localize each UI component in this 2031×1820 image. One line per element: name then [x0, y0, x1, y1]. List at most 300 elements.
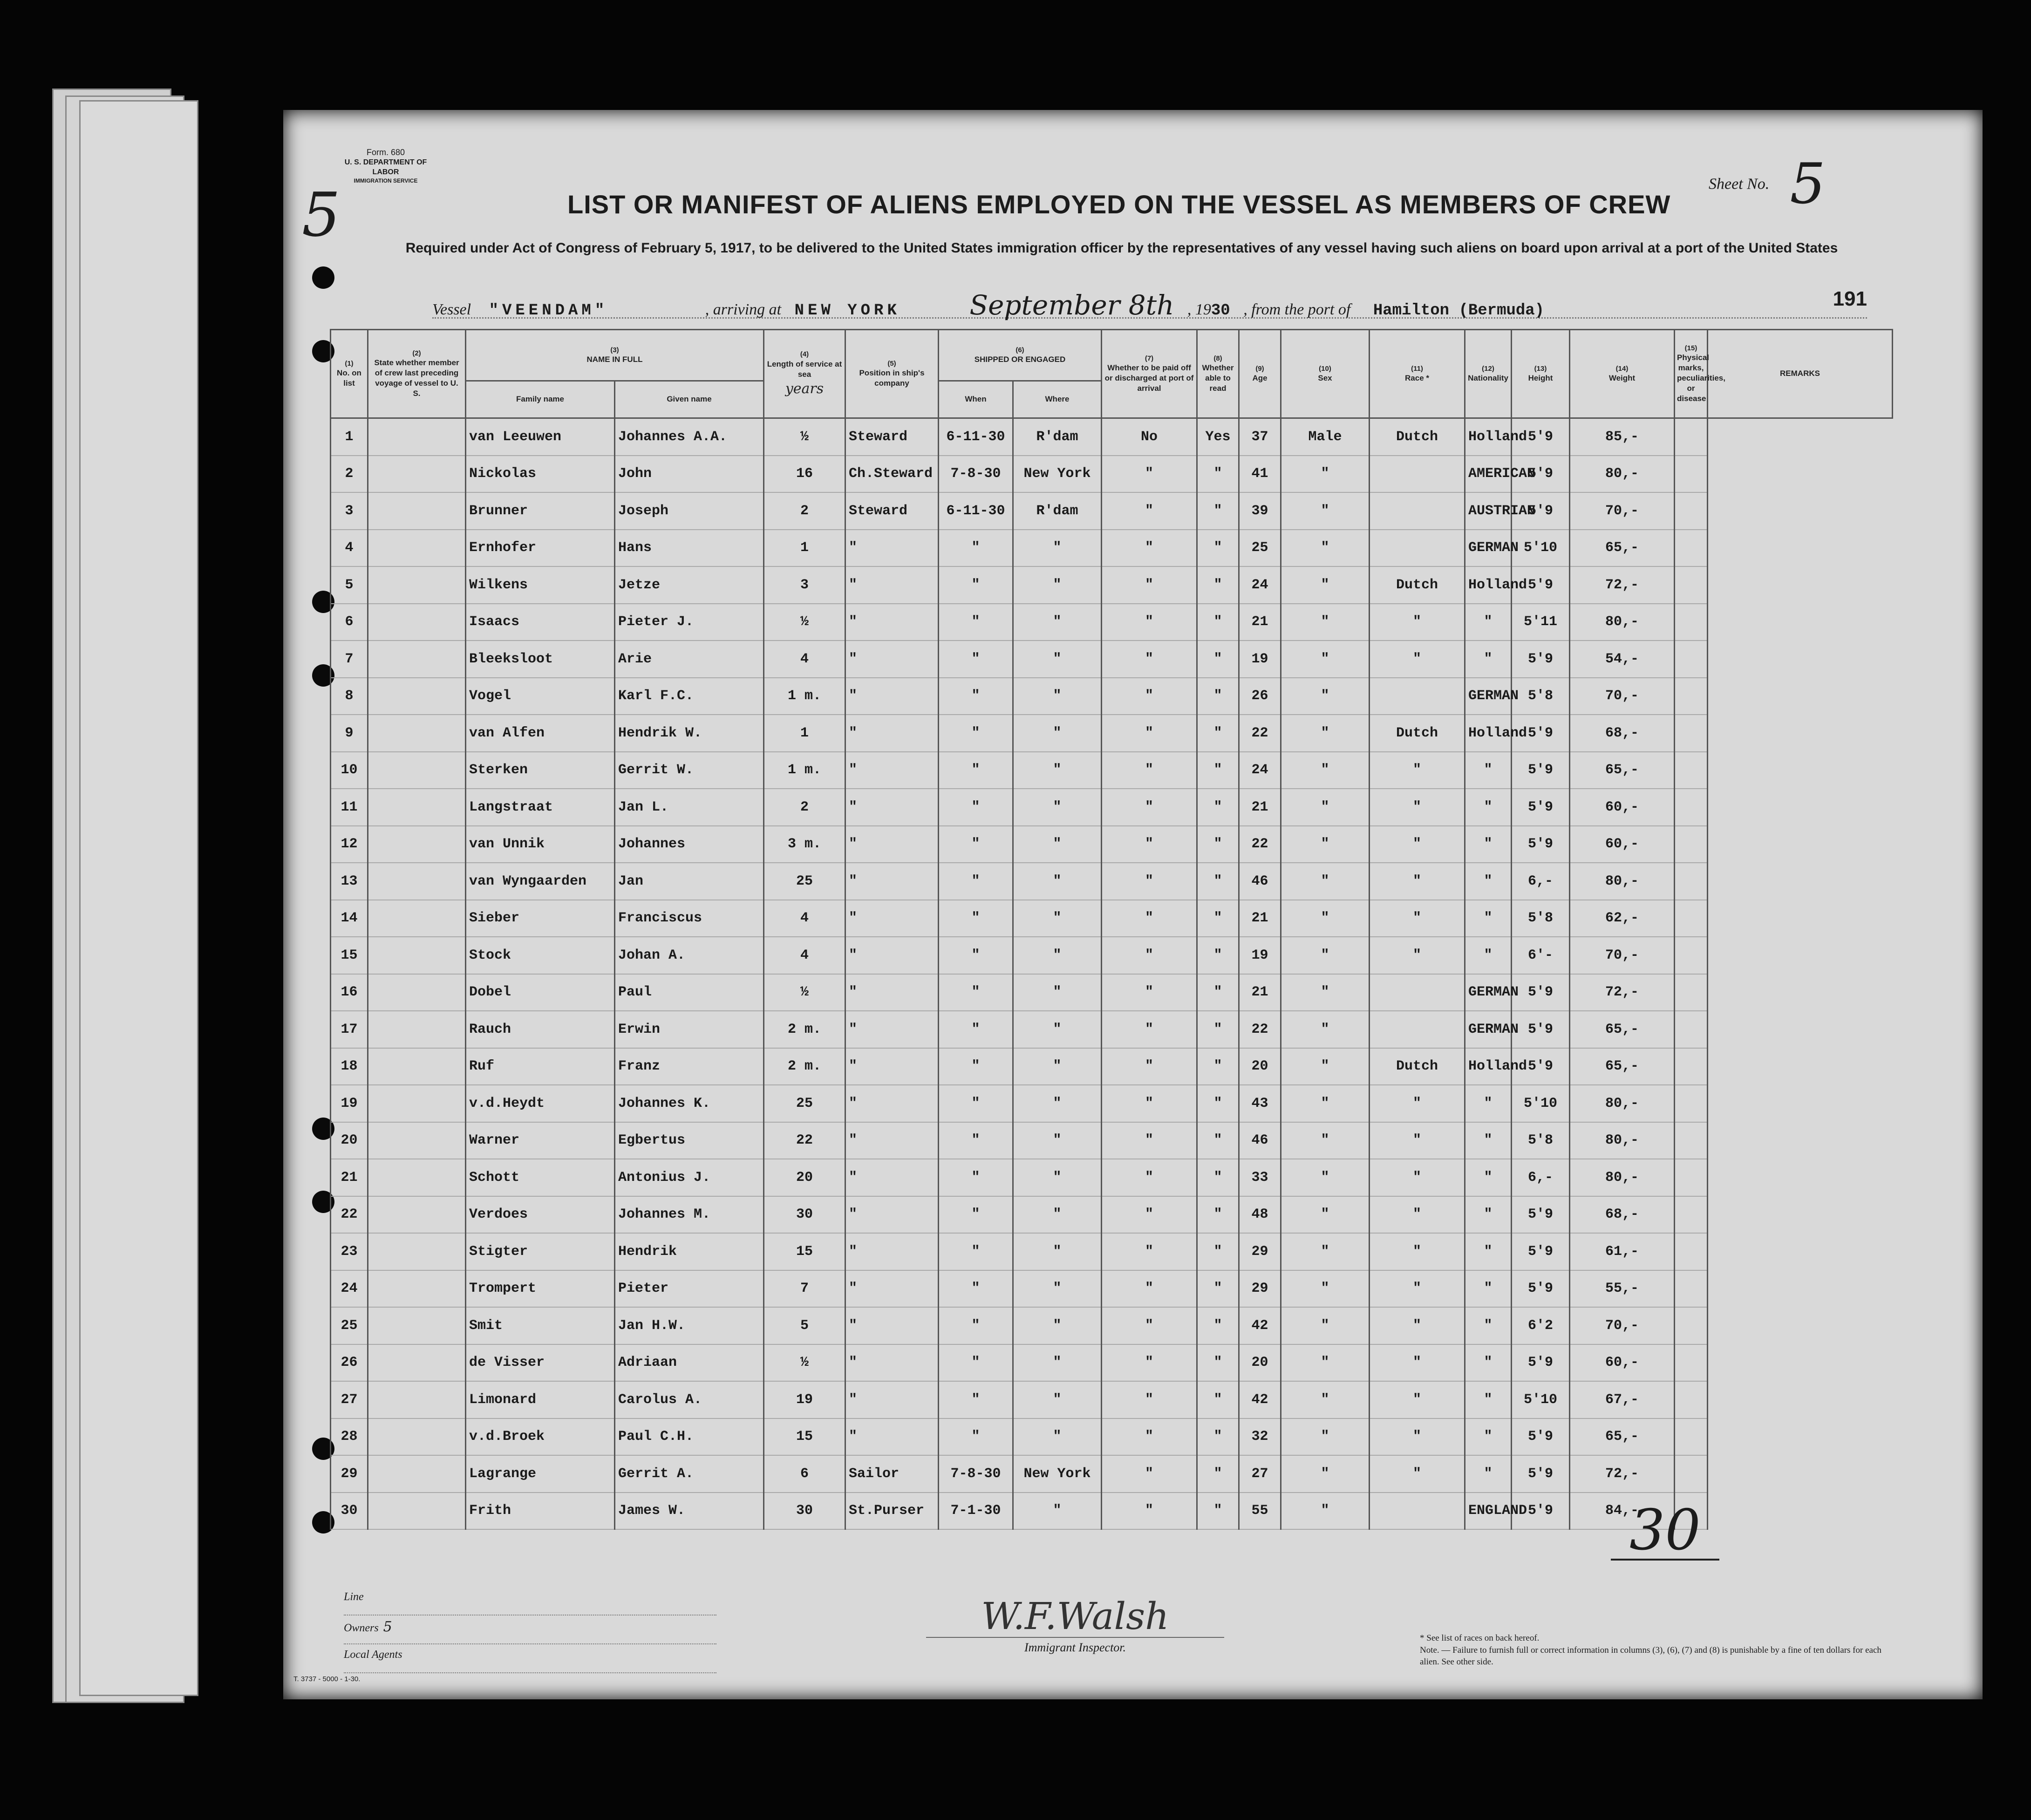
row-position: " [845, 641, 939, 678]
row-height: 5'9 [1512, 641, 1570, 678]
row-age: 39 [1239, 492, 1281, 530]
row-read: " [1197, 1048, 1239, 1085]
row-service: ½ [764, 974, 845, 1011]
row-shipped-where: " [1013, 1307, 1102, 1344]
row-given-name: Arie [615, 641, 764, 678]
table-row [331, 1048, 1893, 1085]
row-number: 4 [331, 530, 368, 567]
row-read: " [1197, 1307, 1239, 1344]
table-row [331, 1196, 1893, 1234]
sheet-value: 5 [1790, 152, 1826, 217]
row-remarks [1675, 752, 1708, 789]
row-height: 5'9 [1512, 974, 1570, 1011]
row-previous-voyage [368, 418, 466, 456]
row-read: " [1197, 1344, 1239, 1382]
row-family-name: Vogel [466, 678, 615, 715]
row-remarks [1675, 1344, 1708, 1382]
row-shipped-where: " [1013, 1344, 1102, 1382]
col-header-physical-marks: (15) Physical marks, peculiarities, or disease [1675, 330, 1708, 418]
row-number: 22 [331, 1196, 368, 1234]
row-read: " [1197, 456, 1239, 493]
table-row [331, 974, 1893, 1011]
year-prefix: , 19 [1187, 301, 1211, 318]
row-remarks [1675, 1011, 1708, 1048]
row-previous-voyage [368, 752, 466, 789]
row-position: " [845, 1381, 939, 1418]
row-weight: 80,- [1570, 1122, 1675, 1159]
row-paid-off: No [1102, 418, 1197, 456]
row-remarks [1675, 1307, 1708, 1344]
row-age: 27 [1239, 1455, 1281, 1493]
row-previous-voyage [368, 1307, 466, 1344]
row-shipped-where: " [1013, 530, 1102, 567]
row-paid-off: " [1102, 566, 1197, 604]
row-given-name: Erwin [615, 1011, 764, 1048]
row-service: 15 [764, 1233, 845, 1270]
row-position: " [845, 1344, 939, 1382]
row-shipped-when: " [939, 1122, 1013, 1159]
page-stack-front [79, 100, 198, 1696]
row-weight: 68,- [1570, 715, 1675, 752]
row-previous-voyage [368, 678, 466, 715]
row-service: 1 m. [764, 752, 845, 789]
row-shipped-when: " [939, 1307, 1013, 1344]
vessel-name: "VEENDAM" [489, 302, 608, 320]
row-position: " [845, 530, 939, 567]
row-shipped-when: 6-11-30 [939, 418, 1013, 456]
table-row [331, 604, 1893, 641]
table-row [331, 715, 1893, 752]
row-family-name: van Leeuwen [466, 418, 615, 456]
row-shipped-where: " [1013, 752, 1102, 789]
row-race: " [1370, 826, 1465, 863]
row-age: 21 [1239, 789, 1281, 826]
row-position: " [845, 1233, 939, 1270]
row-age: 32 [1239, 1418, 1281, 1456]
row-service: ½ [764, 418, 845, 456]
row-position: " [845, 789, 939, 826]
row-given-name: Pieter J. [615, 604, 764, 641]
row-sex: " [1281, 1270, 1370, 1308]
row-remarks [1675, 863, 1708, 900]
row-family-name: Limonard [466, 1381, 615, 1418]
row-race: " [1370, 1196, 1465, 1234]
row-age: 26 [1239, 678, 1281, 715]
row-paid-off: " [1102, 826, 1197, 863]
row-shipped-where: " [1013, 1381, 1102, 1418]
row-height: 5'8 [1512, 678, 1570, 715]
row-sex: " [1281, 1122, 1370, 1159]
row-remarks [1675, 1418, 1708, 1456]
row-position: " [845, 1307, 939, 1344]
row-read: Yes [1197, 418, 1239, 456]
row-paid-off: " [1102, 1381, 1197, 1418]
row-paid-off: " [1102, 1344, 1197, 1382]
footer-note-penalty: Note. — Failure to furnish full or correct information in columns (3), (6), (7) and (8) is punishable by a fine of ten dollars for each alien. See other side. [1420, 1645, 1881, 1667]
row-previous-voyage [368, 1381, 466, 1418]
row-shipped-where: " [1013, 1196, 1102, 1234]
col-header-given-name: Given name [615, 381, 764, 418]
row-sex: " [1281, 1381, 1370, 1418]
row-age: 41 [1239, 456, 1281, 493]
row-height: 5'9 [1512, 418, 1570, 456]
row-position: " [845, 715, 939, 752]
row-family-name: Isaacs [466, 604, 615, 641]
row-shipped-when: " [939, 530, 1013, 567]
row-number: 17 [331, 1011, 368, 1048]
row-age: 22 [1239, 826, 1281, 863]
row-position: " [845, 678, 939, 715]
row-shipped-where: New York [1013, 456, 1102, 493]
row-shipped-where: " [1013, 974, 1102, 1011]
row-age: 48 [1239, 1196, 1281, 1234]
footer-left [344, 1591, 716, 1673]
row-paid-off: " [1102, 1307, 1197, 1344]
row-age: 21 [1239, 604, 1281, 641]
row-shipped-when: " [939, 900, 1013, 937]
row-given-name: Antonius J. [615, 1159, 764, 1196]
row-race: " [1370, 1233, 1465, 1270]
row-race [1370, 492, 1465, 530]
row-paid-off: " [1102, 974, 1197, 1011]
row-paid-off: " [1102, 1270, 1197, 1308]
row-remarks [1675, 937, 1708, 974]
row-previous-voyage [368, 1418, 466, 1456]
row-number: 29 [331, 1455, 368, 1493]
row-number: 20 [331, 1122, 368, 1159]
row-service: 2 [764, 492, 845, 530]
row-nationality: " [1465, 1233, 1512, 1270]
row-read: " [1197, 1270, 1239, 1308]
row-number: 12 [331, 826, 368, 863]
row-shipped-where: " [1013, 604, 1102, 641]
row-race: " [1370, 937, 1465, 974]
footer-notes [1420, 1632, 1886, 1668]
row-nationality: Holland [1465, 566, 1512, 604]
table-row [331, 1085, 1893, 1122]
row-service: 30 [764, 1493, 845, 1530]
row-weight: 72,- [1570, 566, 1675, 604]
row-shipped-where: " [1013, 1270, 1102, 1308]
row-given-name: Jan H.W. [615, 1307, 764, 1344]
row-number: 3 [331, 492, 368, 530]
row-sex: " [1281, 715, 1370, 752]
row-paid-off: " [1102, 789, 1197, 826]
row-weight: 80,- [1570, 863, 1675, 900]
row-shipped-where: " [1013, 789, 1102, 826]
row-family-name: Stock [466, 937, 615, 974]
row-height: 5'9 [1512, 789, 1570, 826]
row-height: 6'- [1512, 937, 1570, 974]
row-given-name: Franz [615, 1048, 764, 1085]
row-family-name: van Alfen [466, 715, 615, 752]
row-height: 5'9 [1512, 566, 1570, 604]
row-remarks [1675, 566, 1708, 604]
row-position: " [845, 974, 939, 1011]
row-race: " [1370, 1122, 1465, 1159]
row-race: " [1370, 1159, 1465, 1196]
row-service: 4 [764, 641, 845, 678]
row-service: 16 [764, 456, 845, 493]
row-shipped-when: " [939, 1011, 1013, 1048]
col-header-age: (9) Age [1239, 330, 1281, 418]
row-sex: " [1281, 789, 1370, 826]
inspector-signature: W.F.Walsh [926, 1596, 1224, 1638]
row-service: 6 [764, 1455, 845, 1493]
col-header-when: When [939, 381, 1013, 418]
row-remarks [1675, 456, 1708, 493]
row-sex: " [1281, 1085, 1370, 1122]
row-previous-voyage [368, 863, 466, 900]
row-family-name: Warner [466, 1122, 615, 1159]
table-row [331, 678, 1893, 715]
row-position: " [845, 1011, 939, 1048]
row-sex: " [1281, 1493, 1370, 1530]
row-number: 18 [331, 1048, 368, 1085]
row-position: " [845, 1270, 939, 1308]
row-read: " [1197, 1233, 1239, 1270]
row-sex: " [1281, 1159, 1370, 1196]
row-previous-voyage [368, 1085, 466, 1122]
footer-note-races: * See list of races on back hereof. [1420, 1633, 1540, 1643]
form-department: U. S. DEPARTMENT OF LABOR [344, 158, 427, 177]
row-weight: 70,- [1570, 937, 1675, 974]
row-remarks [1675, 1233, 1708, 1270]
row-shipped-when: " [939, 1196, 1013, 1234]
voyage-line [432, 289, 1867, 319]
row-remarks [1675, 678, 1708, 715]
row-sex: " [1281, 1011, 1370, 1048]
row-previous-voyage [368, 1270, 466, 1308]
row-height: 5'9 [1512, 1048, 1570, 1085]
row-paid-off: " [1102, 1085, 1197, 1122]
row-age: 33 [1239, 1159, 1281, 1196]
row-nationality: AUSTRIAN [1465, 492, 1512, 530]
row-height: 5'9 [1512, 1011, 1570, 1048]
row-given-name: John [615, 456, 764, 493]
row-number: 23 [331, 1233, 368, 1270]
row-number: 10 [331, 752, 368, 789]
row-number: 16 [331, 974, 368, 1011]
row-service: 22 [764, 1122, 845, 1159]
row-shipped-when: " [939, 1418, 1013, 1456]
row-shipped-where: " [1013, 900, 1102, 937]
row-position: " [845, 863, 939, 900]
col-header-race: (11) Race * [1370, 330, 1465, 418]
row-shipped-when: " [939, 1085, 1013, 1122]
row-service: 5 [764, 1307, 845, 1344]
row-read: " [1197, 1418, 1239, 1456]
row-age: 42 [1239, 1307, 1281, 1344]
row-remarks [1675, 1159, 1708, 1196]
row-shipped-when: " [939, 826, 1013, 863]
row-position: Sailor [845, 1455, 939, 1493]
row-position: " [845, 826, 939, 863]
row-given-name: Johan A. [615, 937, 764, 974]
owners-label: Owners [344, 1622, 379, 1634]
row-age: 20 [1239, 1344, 1281, 1382]
row-paid-off: " [1102, 604, 1197, 641]
row-race: " [1370, 863, 1465, 900]
row-shipped-when: " [939, 863, 1013, 900]
row-nationality: " [1465, 1455, 1512, 1493]
row-shipped-when: " [939, 1381, 1013, 1418]
row-given-name: Karl F.C. [615, 678, 764, 715]
row-position: " [845, 566, 939, 604]
row-shipped-when: " [939, 1233, 1013, 1270]
row-given-name: Franciscus [615, 900, 764, 937]
row-position: " [845, 752, 939, 789]
row-family-name: Nickolas [466, 456, 615, 493]
row-weight: 61,- [1570, 1233, 1675, 1270]
row-height: 5'10 [1512, 1381, 1570, 1418]
row-sex: " [1281, 604, 1370, 641]
table-row [331, 418, 1893, 456]
table-row [331, 937, 1893, 974]
row-height: 5'10 [1512, 1085, 1570, 1122]
row-read: " [1197, 641, 1239, 678]
row-family-name: Lagrange [466, 1455, 615, 1493]
line-label: Line [344, 1591, 364, 1603]
row-given-name: Hendrik [615, 1233, 764, 1270]
row-nationality: GERMAN [1465, 678, 1512, 715]
row-family-name: Langstraat [466, 789, 615, 826]
row-read: " [1197, 492, 1239, 530]
col-header-paid-off: (7) Whether to be paid off or discharged at port of arrival [1102, 330, 1197, 418]
row-read: " [1197, 974, 1239, 1011]
row-service: ½ [764, 1344, 845, 1382]
row-given-name: Hendrik W. [615, 715, 764, 752]
row-age: 29 [1239, 1233, 1281, 1270]
row-remarks [1675, 1196, 1708, 1234]
row-given-name: Paul [615, 974, 764, 1011]
row-read: " [1197, 826, 1239, 863]
row-nationality: GERMAN [1465, 530, 1512, 567]
row-read: " [1197, 1493, 1239, 1530]
row-shipped-when: " [939, 1270, 1013, 1308]
row-height: 6'2 [1512, 1307, 1570, 1344]
row-weight: 72,- [1570, 1455, 1675, 1493]
row-family-name: Ruf [466, 1048, 615, 1085]
col-header-name: (3) NAME IN FULL [466, 330, 764, 381]
row-paid-off: " [1102, 1233, 1197, 1270]
row-shipped-where: " [1013, 826, 1102, 863]
manifest-sheet [283, 110, 1983, 1699]
row-number: 27 [331, 1381, 368, 1418]
arriving-label: , arriving at [705, 301, 782, 318]
row-race: " [1370, 1344, 1465, 1382]
row-weight: 67,- [1570, 1381, 1675, 1418]
row-previous-voyage [368, 1455, 466, 1493]
row-service: 4 [764, 937, 845, 974]
row-sex: Male [1281, 418, 1370, 456]
row-race [1370, 678, 1465, 715]
row-service: 1 [764, 530, 845, 567]
row-paid-off: " [1102, 1493, 1197, 1530]
row-nationality: " [1465, 1085, 1512, 1122]
row-service: 30 [764, 1196, 845, 1234]
row-race: " [1370, 1307, 1465, 1344]
row-paid-off: " [1102, 1196, 1197, 1234]
row-read: " [1197, 530, 1239, 567]
row-weight: 60,- [1570, 826, 1675, 863]
row-family-name: v.d.Heydt [466, 1085, 615, 1122]
row-race: " [1370, 1418, 1465, 1456]
row-family-name: Schott [466, 1159, 615, 1196]
arrival-year: 30 [1211, 302, 1230, 320]
row-weight: 80,- [1570, 456, 1675, 493]
col-header-read: (8) Whether able to read [1197, 330, 1239, 418]
arrival-port: NEW YORK [794, 302, 900, 320]
row-weight: 55,- [1570, 1270, 1675, 1308]
row-shipped-when: " [939, 604, 1013, 641]
col-header-previous-voyage: (2) State whether member of crew last preceding voyage of vessel to U. S. [368, 330, 466, 418]
row-race: Dutch [1370, 1048, 1465, 1085]
row-service: 20 [764, 1159, 845, 1196]
row-age: 43 [1239, 1085, 1281, 1122]
row-weight: 70,- [1570, 492, 1675, 530]
row-paid-off: " [1102, 678, 1197, 715]
row-nationality: " [1465, 1122, 1512, 1159]
row-shipped-where: R'dam [1013, 492, 1102, 530]
row-sex: " [1281, 530, 1370, 567]
row-number: 6 [331, 604, 368, 641]
row-read: " [1197, 715, 1239, 752]
row-shipped-where: " [1013, 566, 1102, 604]
row-read: " [1197, 1085, 1239, 1122]
row-family-name: Stigter [466, 1233, 615, 1270]
row-race: " [1370, 900, 1465, 937]
row-remarks [1675, 826, 1708, 863]
table-row [331, 456, 1893, 493]
table-row [331, 1381, 1893, 1418]
row-race [1370, 456, 1465, 493]
row-number: 7 [331, 641, 368, 678]
row-given-name: Johannes K. [615, 1085, 764, 1122]
row-position: " [845, 937, 939, 974]
form-number: Form. 680 [366, 148, 405, 157]
row-given-name: Carolus A. [615, 1381, 764, 1418]
row-previous-voyage [368, 1122, 466, 1159]
row-number: 15 [331, 937, 368, 974]
row-nationality: Holland [1465, 418, 1512, 456]
row-position: Steward [845, 492, 939, 530]
row-service: 25 [764, 1085, 845, 1122]
row-remarks [1675, 974, 1708, 1011]
row-read: " [1197, 1196, 1239, 1234]
row-nationality: " [1465, 1381, 1512, 1418]
row-given-name: Adriaan [615, 1344, 764, 1382]
col-header-weight: (14) Weight [1570, 330, 1675, 418]
row-number: 26 [331, 1344, 368, 1382]
table-row [331, 1159, 1893, 1196]
vessel-label: Vessel [432, 301, 471, 318]
row-shipped-when: " [939, 974, 1013, 1011]
row-nationality: GERMAN [1465, 1011, 1512, 1048]
row-shipped-when: 7-8-30 [939, 456, 1013, 493]
row-number: 1 [331, 418, 368, 456]
row-race: Dutch [1370, 418, 1465, 456]
row-shipped-when: " [939, 937, 1013, 974]
row-shipped-where: " [1013, 1122, 1102, 1159]
row-weight: 70,- [1570, 1307, 1675, 1344]
row-height: 5'9 [1512, 752, 1570, 789]
col-header-where: Where [1013, 381, 1102, 418]
row-sex: " [1281, 1233, 1370, 1270]
row-paid-off: " [1102, 456, 1197, 493]
row-family-name: v.d.Broek [466, 1418, 615, 1456]
row-number: 24 [331, 1270, 368, 1308]
